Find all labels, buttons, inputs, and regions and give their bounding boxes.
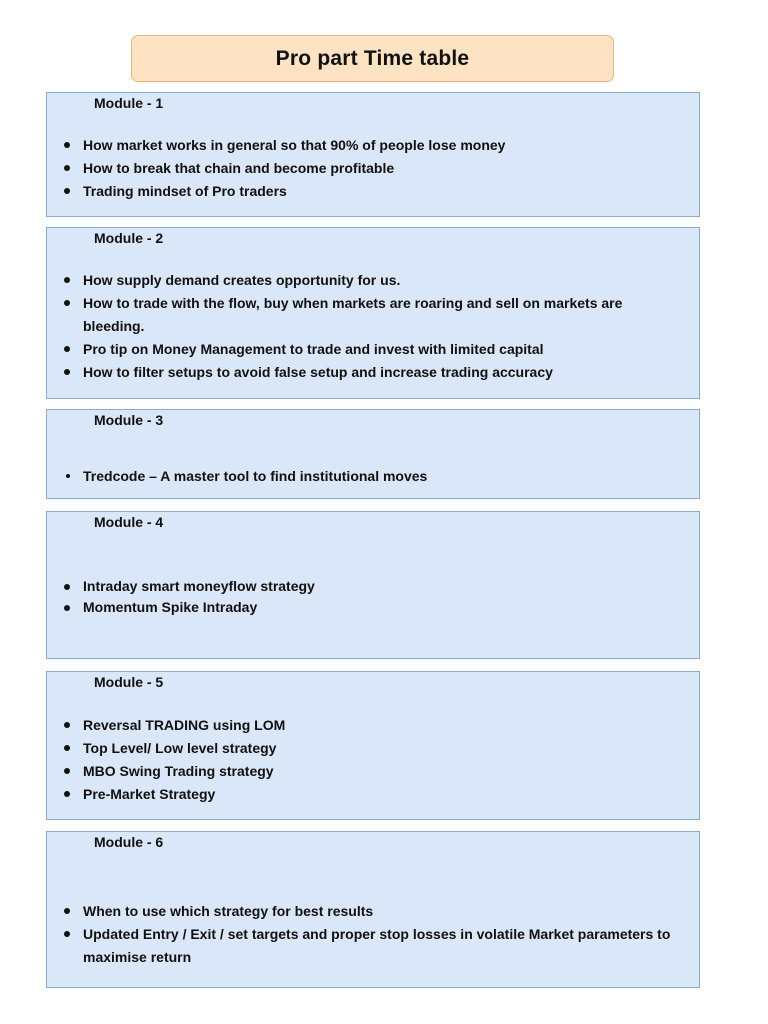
module-heading: Module - 5 <box>94 674 164 690</box>
module-1-box <box>46 92 700 217</box>
module-item-list <box>47 714 687 806</box>
list-item: How market works in general so that 90% of people lose money <box>47 134 687 157</box>
module-item-list <box>47 576 687 618</box>
module-4-box <box>46 511 700 659</box>
page-title: Pro part Time table <box>275 46 470 70</box>
module-item-list <box>47 134 687 203</box>
module-heading: Module - 4 <box>94 514 164 530</box>
list-item: Reversal TRADING using LOM <box>47 714 687 737</box>
module-heading: Module - 6 <box>94 834 164 850</box>
list-item: How to break that chain and become profitable <box>47 157 687 180</box>
list-item: Momentum Spike Intraday <box>47 597 687 618</box>
module-2-box <box>46 227 700 399</box>
module-6-box <box>46 831 700 988</box>
module-heading: Module - 3 <box>94 412 164 428</box>
list-item: Top Level/ Low level strategy <box>47 737 687 760</box>
module-5-box <box>46 671 700 820</box>
list-item: How supply demand creates opportunity for us. <box>47 269 687 292</box>
module-heading: Module - 1 <box>94 95 164 111</box>
module-item-list <box>47 900 687 969</box>
module-item-list <box>47 269 687 384</box>
list-item: How to filter setups to avoid false setup and increase trading accuracy <box>47 361 687 384</box>
list-item: Pro tip on Money Management to trade and invest with limited capital <box>47 338 687 361</box>
module-heading: Module - 2 <box>94 230 164 246</box>
list-item: How to trade with the flow, buy when markets are roaring and sell on markets are bleeding. <box>47 292 687 338</box>
list-item: Pre-Market Strategy <box>47 783 687 806</box>
page-title-box <box>131 35 614 82</box>
list-item: When to use which strategy for best results <box>47 900 687 923</box>
list-item: MBO Swing Trading strategy <box>47 760 687 783</box>
module-3-box <box>46 409 700 499</box>
list-item: Tredcode – A master tool to find institutional moves <box>47 465 687 488</box>
module-item-list <box>47 465 687 488</box>
list-item: Updated Entry / Exit / set targets and proper stop losses in volatile Market parameters to maximise return <box>47 923 687 969</box>
list-item: Intraday smart moneyflow strategy <box>47 576 687 597</box>
list-item: Trading mindset of Pro traders <box>47 180 687 203</box>
